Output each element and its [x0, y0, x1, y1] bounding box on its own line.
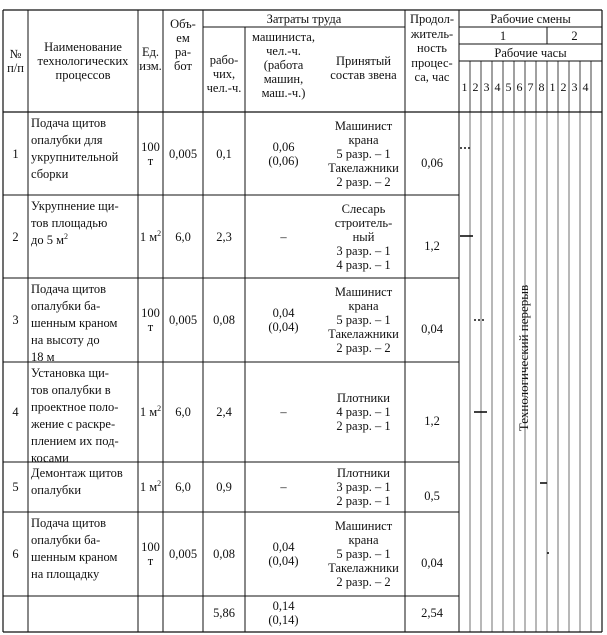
- header-hour-label: 3: [483, 80, 490, 94]
- header-name: технологических: [37, 54, 129, 68]
- row-number: 3: [12, 313, 19, 327]
- header-labor-workers: чих,: [212, 67, 236, 81]
- row-labor-machinist: 0,04: [272, 540, 295, 554]
- row-crew: Машинист: [334, 519, 393, 533]
- row-process-name: опалубки: [31, 483, 82, 497]
- row-process-name: на высоту до: [31, 333, 100, 347]
- row-process-name: шенным краном: [31, 316, 118, 330]
- row-crew: 4 разр. – 1: [336, 257, 391, 272]
- header-crew: Принятый: [336, 54, 391, 68]
- header-volume: ем: [176, 31, 190, 45]
- row-labor-workers: 2,3: [216, 229, 232, 244]
- row-crew: Машинист: [334, 118, 393, 133]
- row-labor-machinist: –: [280, 229, 287, 244]
- header-hour-label: 3: [571, 80, 578, 94]
- row-process-name: опалубки ба-: [31, 299, 101, 313]
- row-crew: Такелажники: [328, 561, 399, 575]
- header-hour-label: 1: [549, 80, 556, 94]
- header-hour-label: 6: [516, 80, 523, 94]
- row-crew: 2 разр. – 2: [336, 341, 391, 355]
- header-labor-machinist: чел.-ч.: [266, 44, 301, 58]
- row-process-name: жение с раскре-: [31, 417, 116, 431]
- header-hour-label: 5: [505, 80, 512, 94]
- row-volume: 0,005: [168, 547, 198, 561]
- header-hour-label: 7: [527, 80, 534, 94]
- header-duration: Продол-: [409, 12, 454, 26]
- header-labor: Затраты труда: [266, 12, 342, 26]
- row-crew: 2 разр. – 1: [336, 494, 391, 508]
- total-duration: 2,54: [421, 606, 443, 620]
- header-hour-label: 4: [494, 80, 501, 94]
- header-unit: Ед.: [141, 45, 160, 59]
- row-labor-machinist: (0,06): [268, 153, 299, 168]
- row-unit: 100: [141, 540, 160, 554]
- header-num: №: [9, 47, 22, 61]
- header-crew: состав звена: [330, 68, 397, 82]
- row-unit: т: [147, 153, 154, 168]
- row-crew: 3 разр. – 1: [336, 480, 391, 494]
- row-labor-workers: 0,1: [216, 146, 232, 161]
- row-labor-workers: 2,4: [216, 405, 232, 419]
- row-process-name: тов площадью: [31, 216, 108, 230]
- header-hour-label: 2: [560, 80, 567, 94]
- row-process-name: Укрупнение щи-: [31, 199, 119, 213]
- header-name: Наименование: [44, 40, 122, 54]
- row-number: 4: [12, 405, 19, 419]
- header-duration: са, час: [414, 70, 450, 84]
- row-duration: 0,5: [424, 489, 440, 503]
- row-volume: 0,005: [168, 313, 198, 327]
- row-crew: Такелажники: [328, 327, 399, 341]
- row-crew: 2 разр. – 2: [336, 174, 391, 189]
- row-crew: Такелажники: [328, 160, 399, 175]
- header-volume: бот: [174, 59, 192, 73]
- row-number: 2: [12, 229, 19, 244]
- row-labor-machinist: –: [280, 480, 287, 494]
- total-labor-machinist: (0,14): [268, 613, 299, 627]
- row-process-name: Подача щитов: [31, 116, 107, 130]
- row-crew: 4 разр. – 1: [336, 405, 391, 419]
- row-process-name: на площадку: [31, 567, 100, 581]
- row-process-name: Демонтаж щитов: [31, 466, 123, 480]
- header-volume: ра-: [175, 45, 191, 59]
- header-labor-machinist: машин,: [263, 72, 304, 86]
- row-duration: 1,2: [424, 414, 440, 428]
- row-unit: 1 $м^2$: [139, 403, 162, 419]
- row-crew: Плотники: [337, 466, 390, 480]
- row-process-name: Подача щитов: [31, 282, 107, 296]
- row-unit: 1 $м^2$: [139, 478, 162, 494]
- row-number: 6: [12, 547, 19, 561]
- header-labor-workers: чел.-ч.: [206, 81, 242, 95]
- row-unit: т: [147, 320, 154, 334]
- row-crew: строитель-: [334, 215, 393, 230]
- header-shifts: Рабочие смены: [490, 12, 571, 26]
- row-number: 5: [12, 480, 19, 494]
- header-hour-label: 2: [472, 80, 479, 94]
- row-process-name: косами: [31, 451, 69, 465]
- row-volume: 6,0: [175, 405, 191, 419]
- header-labor-machinist: машиниста,: [252, 30, 315, 44]
- row-unit: т: [147, 554, 154, 568]
- row-crew: Слесарь: [341, 201, 386, 216]
- row-process-name: до 5 $м^2$: [31, 231, 69, 247]
- row-volume: 0,005: [168, 146, 198, 161]
- row-process-name: шенным краном: [31, 550, 118, 564]
- row-crew: 5 разр. – 1: [336, 146, 391, 161]
- row-labor-machinist: (0,04): [268, 554, 299, 568]
- header-hours: Рабочие часы: [494, 46, 567, 60]
- header-labor-machinist: маш.-ч.): [261, 86, 306, 100]
- technological-break-label: Технологический перерыв: [516, 284, 531, 432]
- row-duration: 1,2: [424, 238, 440, 253]
- row-process-name: опалубки для: [31, 133, 103, 147]
- row-duration: 0,06: [421, 155, 443, 170]
- row-crew: ный: [352, 229, 375, 244]
- header-duration: житель-: [410, 26, 454, 41]
- row-process-name: укрупнительной: [31, 150, 119, 164]
- row-unit: 100: [141, 306, 160, 320]
- header-labor-workers: рабо-: [209, 53, 239, 67]
- header-hour-label: 4: [582, 80, 589, 94]
- row-labor-workers: 0,9: [216, 480, 232, 494]
- row-unit: 100: [141, 139, 160, 154]
- total-labor-machinist: 0,14: [272, 599, 295, 613]
- row-labor-workers: 0,08: [213, 313, 235, 327]
- header-labor-machinist: (работа: [263, 58, 304, 72]
- header-hour-label: 1: [461, 80, 468, 94]
- row-duration: 0,04: [421, 556, 443, 570]
- header-duration: процес-: [411, 55, 453, 70]
- row-process-name: проектное поло-: [31, 400, 119, 414]
- row-crew: 2 разр. – 2: [336, 575, 391, 589]
- header-shift-1: 1: [499, 29, 507, 43]
- row-process-name: Подача щитов: [31, 516, 107, 530]
- row-crew: 3 разр. – 1: [336, 243, 391, 258]
- row-number: 1: [12, 146, 19, 161]
- row-process-name: тов опалубки в: [31, 383, 111, 397]
- row-process-name: плением их под-: [31, 434, 119, 448]
- total-labor-workers: 5,86: [213, 606, 235, 620]
- header-name: процессов: [55, 68, 111, 82]
- header-unit: изм.: [139, 59, 162, 73]
- row-crew: крана: [348, 299, 379, 313]
- row-crew: Плотники: [337, 391, 390, 405]
- header-num: п/п: [7, 61, 24, 75]
- row-process-name: 18 м: [31, 350, 55, 364]
- row-process-name: опалубки ба-: [31, 533, 101, 547]
- row-duration: 0,04: [421, 322, 443, 336]
- header-duration: ность: [417, 41, 447, 55]
- row-crew: 5 разр. – 1: [336, 547, 391, 561]
- row-volume: 6,0: [175, 480, 191, 494]
- row-labor-machinist: 0,06: [272, 139, 295, 154]
- row-labor-machinist: –: [280, 405, 287, 419]
- row-crew: Машинист: [334, 285, 393, 299]
- row-crew: крана: [348, 533, 379, 547]
- header-volume: Объ-: [170, 17, 196, 31]
- row-volume: 6,0: [175, 229, 191, 244]
- row-unit: 1 $м^2$: [139, 228, 162, 244]
- row-labor-workers: 0,08: [213, 547, 235, 561]
- header-shift-2: 2: [571, 29, 578, 43]
- row-labor-machinist: 0,04: [272, 306, 295, 320]
- row-crew: крана: [348, 132, 379, 147]
- header-hour-label: 8: [538, 80, 545, 94]
- row-labor-machinist: (0,04): [268, 320, 299, 334]
- row-process-name: Установка щи-: [31, 366, 109, 380]
- row-crew: 5 разр. – 1: [336, 313, 391, 327]
- row-crew: 2 разр. – 1: [336, 419, 391, 433]
- row-process-name: сборки: [31, 167, 69, 181]
